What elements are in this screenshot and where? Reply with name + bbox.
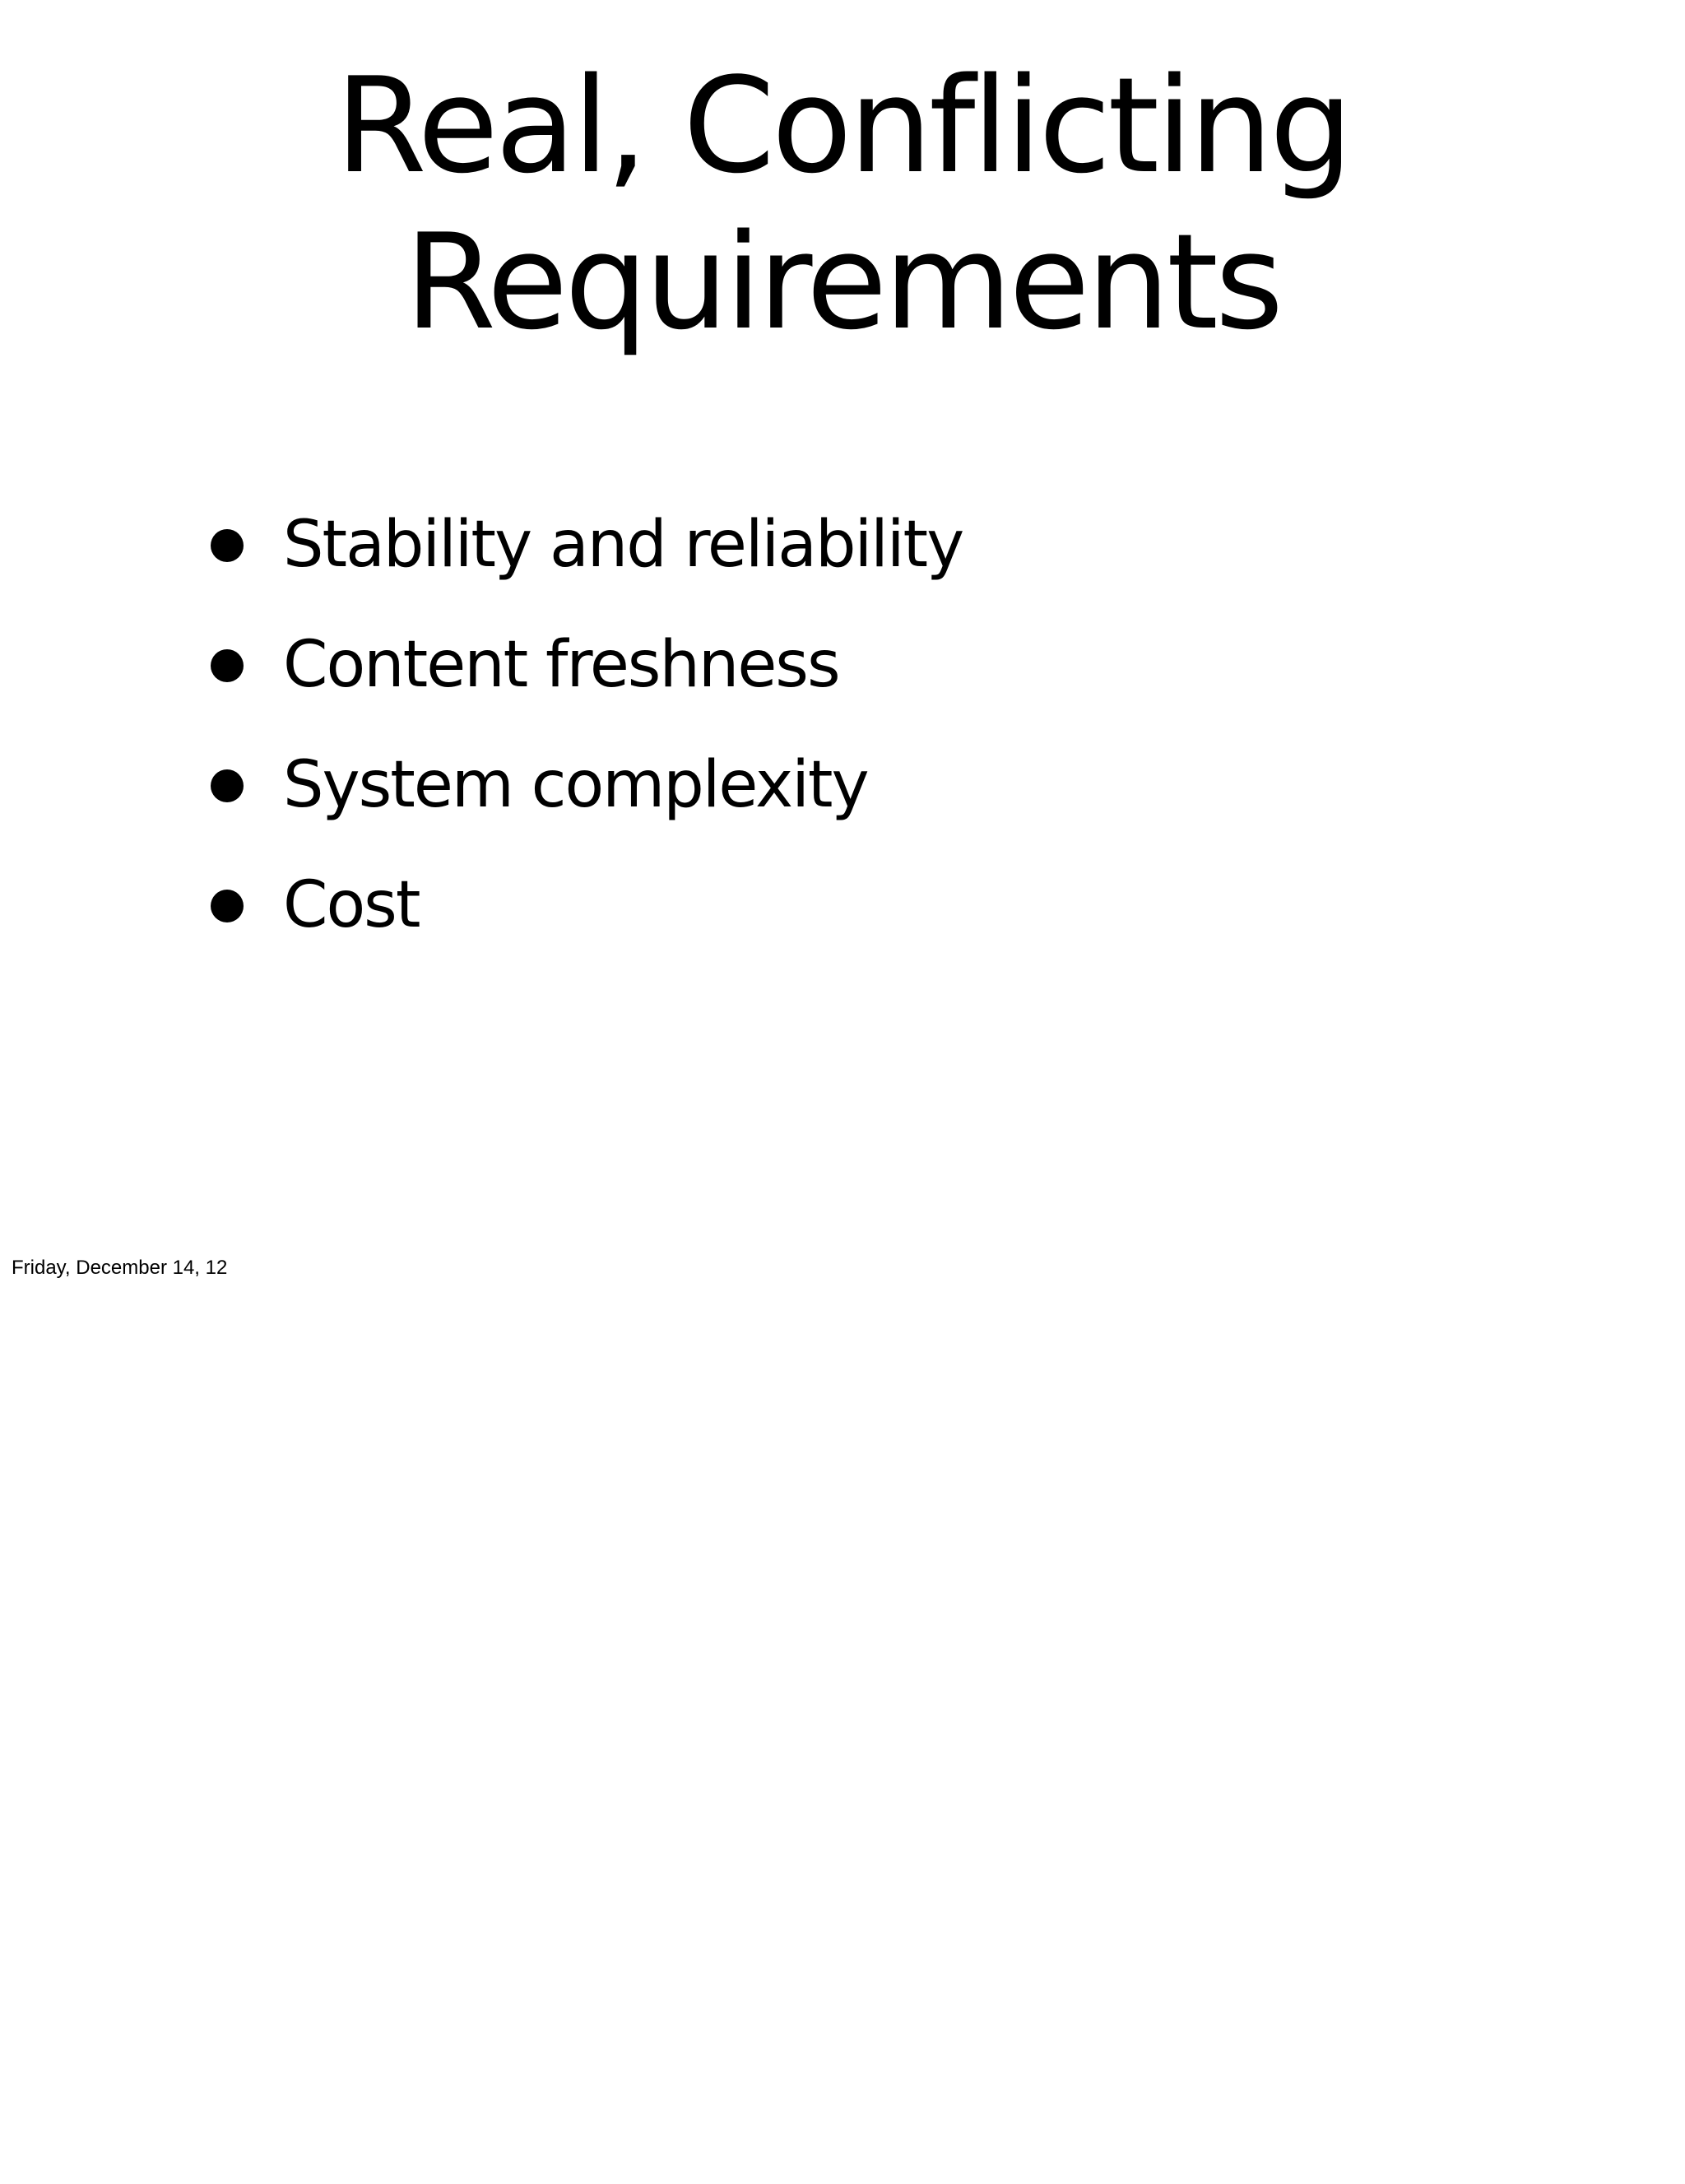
bullet-dot-icon bbox=[211, 890, 244, 922]
bullet-dot-icon bbox=[211, 529, 244, 562]
bullet-dot-icon bbox=[211, 769, 244, 802]
footer-date: Friday, December 14, 12 bbox=[12, 1257, 228, 1279]
slide-title-line-1: Real, Conflicting bbox=[335, 49, 1350, 202]
slide-title-line-2: Requirements bbox=[404, 205, 1281, 359]
slide-title bbox=[0, 48, 1685, 360]
bullet-text: System complexity bbox=[283, 748, 868, 822]
bullet-text: Cost bbox=[283, 868, 420, 942]
bullet-text: Stability and reliability bbox=[283, 508, 963, 582]
bullet-text: Content freshness bbox=[283, 628, 839, 702]
bullet-dot-icon bbox=[211, 649, 244, 682]
